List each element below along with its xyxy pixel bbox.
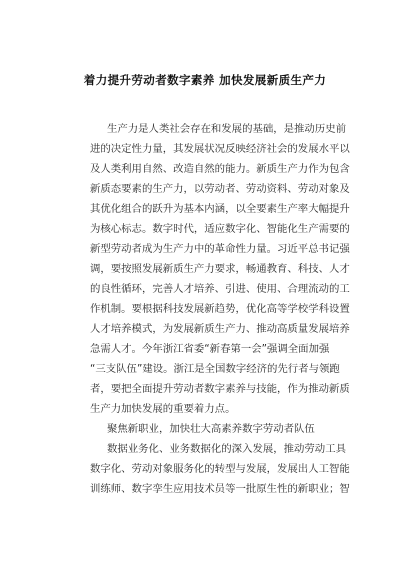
- document-title: 着力提升劳动者数字素养 加快发展新质生产力: [83, 73, 327, 87]
- paragraph-line: “三支队伍”建设。浙江是全国数字经济的先行者与领跑: [90, 363, 340, 375]
- paragraph-line: 生产力加快发展的重要着力点。: [90, 403, 236, 415]
- paragraph-line: 作机制。要根据科技发展新趋势，优化高等学校学科设置: [90, 303, 350, 315]
- section-heading: 聚焦新职业，加快壮大高素养数字劳动者队伍: [107, 423, 315, 435]
- paragraph-line: 新型劳动者成为生产力中的革命性力量。习近平总书记强: [90, 243, 350, 255]
- paragraph-line: 新质态要素的生产力，以劳动者、劳动资料、劳动对象及: [90, 183, 350, 195]
- paragraph-line: 急需人才。今年浙江省委“新春第一会”强调全面加强: [90, 343, 330, 355]
- paragraph-line: 其优化组合的跃升为基本内涵，以全要素生产率大幅提升: [90, 203, 350, 215]
- paragraph-line: 为核心标志。数字时代，适应数字化、智能化生产需要的: [90, 223, 350, 235]
- paragraph-line: 及人类利用自然、改造自然的能力。新质生产力作为包含: [90, 163, 350, 175]
- paragraph-line: 生产力是人类社会存在和发展的基础，是推动历史前: [107, 123, 346, 135]
- paragraph-line: 数据业务化、业务数据化的深入发展，推动劳动工具: [107, 443, 346, 455]
- paragraph-line: 训练师、数字孪生应用技术员等一批原生性的新职业；智: [90, 483, 350, 495]
- paragraph-line: 人才培养模式，为发展新质生产力、推动高质量发展培养: [90, 323, 350, 335]
- paragraph-line: 进的决定性力量，其发展状况反映经济社会的发展水平以: [90, 143, 350, 155]
- paragraph-line: 数字化、劳动对象服务化的转型与发展，发展出人工智能: [90, 463, 350, 475]
- paragraph-line: 调，要按照发展新质生产力要求，畅通教育、科技、人才: [90, 263, 350, 275]
- paragraph-line: 者，要把全面提升劳动者数字素养与技能，作为推动新质: [90, 383, 350, 395]
- paragraph-line: 的良性循环，完善人才培养、引进、使用、合理流动的工: [90, 283, 350, 295]
